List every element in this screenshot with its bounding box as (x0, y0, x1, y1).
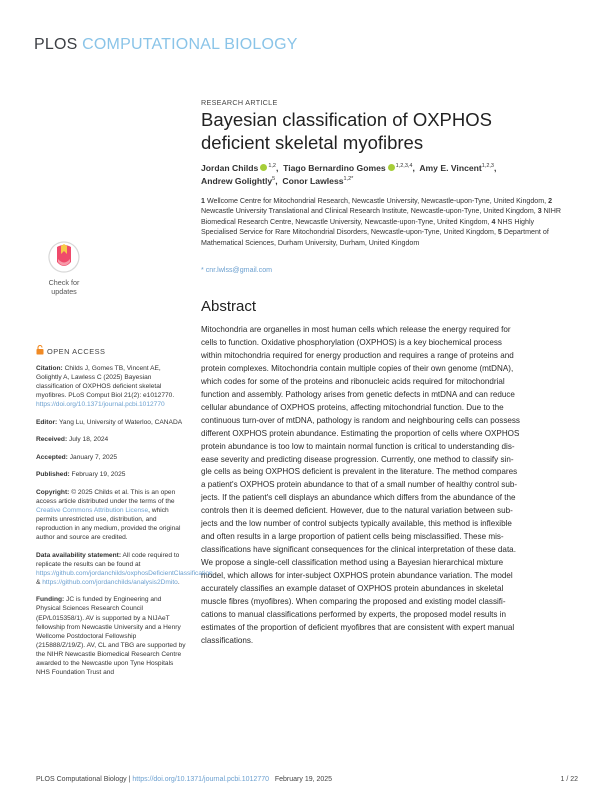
github-link-1[interactable]: https://github.com/jordanchilds/oxphosDeficientClassification (36, 569, 213, 577)
abstract-line: different OXPHOS protein abundance. Estimating the proportion of cells where OXPHOS (201, 428, 520, 438)
received-block (36, 435, 186, 444)
affiliation-number: 3 (537, 207, 542, 216)
footer-doi-link[interactable]: https://doi.org/10.1371/journal.pcbi.1012770 (132, 776, 270, 783)
journal-name-plos: PLOS (34, 36, 78, 53)
abstract-line: protein complexes. Mitochondria contain multiple copies of their own genome (mtDNA), (201, 363, 514, 373)
abstract-heading: Abstract (201, 298, 257, 315)
copyright-block (36, 488, 186, 542)
abstract-line: gle cells as being OXPHOS deficient is prevalent in the literature. The method compares (201, 467, 518, 477)
affiliation-text: NIHR Biomedical Research Centre, Newcastle University, Newcastle-upon-Tyne, United Kingdom, (201, 207, 562, 226)
author-affiliation-sup: 1,2 (268, 163, 276, 169)
citation-doi-link[interactable]: https://doi.org/10.1371/journal.pcbi.1012770 (36, 401, 165, 409)
funding-label: Funding: (36, 596, 65, 604)
article-title-line2: deficient skeletal myofibres (201, 132, 424, 153)
affiliation-text: NHS Highly Specialised Service for Rare Mitochondrial Disorders, Newcastle-upon-Tyne, United Kingdom, (201, 217, 535, 237)
author-list: Jordan Childs $^{1,2}$, Tiago Bernardino Gomes $^{1,2,3,4}$, Amy E. Vincent$^{1,2,3}$, Andrew Golightly$^5$, Conor Lawless$^{1,2*}$ (201, 162, 497, 187)
check-updates-line1: Check for (48, 278, 80, 287)
editor-label: Editor: (36, 418, 58, 426)
abstract-line: a patient's OXPHOS protein abundance to that of a small number of healthy control sub- (201, 480, 518, 490)
abstract-body (201, 324, 573, 648)
funding-text: JC is funded by Engineering and Physical Sciences Research Council (EP/L015358/1). AV is supported by a NIJAeT fellowship from Newcastle University and a Henry Wellcome Postdoctoral Fellowship (215888/Z/19/Z). AV, CL and TBG are supported by the NIHR Newcastle Biomedical Research Centre awarded to the Newcastle upon Tyne Hospitals NHS Foundation Trust and (36, 596, 186, 676)
journal-name-subtitle: COMPUTATIONAL BIOLOGY (82, 36, 298, 53)
data-availability-text: All code required to replicate the results can be found at (36, 551, 180, 568)
data-availability-label: Data availability statement: (36, 551, 122, 559)
author-name[interactable]: Tiago Bernardino Gomes (283, 162, 386, 173)
data-availability-amp: & (36, 578, 41, 586)
check-updates-line2: updates (51, 286, 77, 296)
citation-block (36, 364, 186, 409)
abstract-line: protein abundance is too low to maintain normal function is critical to understanding dis- (201, 441, 515, 451)
editor-text: Yang Lu, University of Waterloo, CANADA (58, 418, 183, 426)
affiliations (201, 196, 571, 248)
page-number: 1 / 22 (560, 776, 578, 783)
abstract-line: controls then it is deemed deficient. However, due to the natural variation between sub- (201, 506, 513, 516)
abstract-line: jects. If the patient's cell displays an abundance which differs from the abundance of the (201, 493, 516, 503)
funding-block (36, 595, 186, 676)
check-updates-icon (47, 240, 81, 274)
abstract-line: model, which allows for inter-subject OXPHOS protein abundance variation. The model (201, 571, 513, 581)
abstract-line: jects and the low number of control subjects typically available, this method is inflexible (201, 519, 512, 529)
accepted-date: January 7, 2025 (69, 453, 118, 461)
accepted-block (36, 453, 186, 462)
orcid-icon[interactable] (260, 164, 267, 171)
open-access-badge[interactable] (36, 345, 186, 356)
affiliation-text: Newcastle University Translational and Clinical Research Institute, Newcastle-upon-Tyne, United Kingdom, (201, 207, 536, 216)
corresponding-email[interactable]: * cnr.lwlss@gmail.com (201, 266, 273, 274)
abstract-line: which codes for some of the proteins and ribonucleic acids required for mitochondrial (201, 376, 505, 386)
affiliation-text: Department of Mathematical Sciences, Durham University, Durham, United Kingdom (201, 228, 549, 247)
abstract-line: We propose a single-cell classification method using a Bayesian hierarchical mixture (201, 558, 504, 568)
abstract-line: cells to function. Oxidative phosphorylation (OXPHOS) is a key biochemical process (201, 337, 502, 347)
affiliation-number: 2 (548, 197, 553, 205)
abstract-line: within mitochondria required for energy production and requires a range of proteins and (201, 350, 514, 360)
article-type: RESEARCH ARTICLE (201, 98, 278, 107)
abstract-line: continuous turn-over of mtDNA, pathology is random and neighbouring cells can possess (201, 415, 520, 425)
data-availability-end: . (177, 578, 180, 586)
abstract-line: accurately classifies an example dataset of OXPHOS protein abundances in skeletal (201, 584, 504, 594)
author-affiliation-sup: 5 (272, 176, 276, 183)
copyright-text-cont: , which permits unrestricted use, distribution, and reproduction in any medium, provided the original author and source are credited. (36, 507, 181, 542)
author-affiliation-sup: 1,2,3 (481, 163, 494, 169)
received-date: July 18, 2024 (69, 436, 109, 444)
footer-date: February 19, 2025 (274, 776, 333, 783)
affiliation-number: 5 (497, 228, 502, 237)
abstract-line: classifications. (201, 635, 254, 645)
abstract-line: and often results in a large proportion of patient cells being misclassified. These mis- (201, 532, 504, 542)
citation-label: Citation: (36, 365, 63, 373)
author-name[interactable]: Conor Lawless (282, 176, 344, 187)
published-label: Published: (36, 471, 70, 479)
license-link[interactable]: Creative Commons Attribution License (36, 507, 149, 515)
abstract-line: Mitochondria are organelles in most human cells which release the energy required for (201, 325, 511, 334)
abstract-line: muscle fibres (myofibres). When comparing the proposed and existing model classifi- (201, 597, 506, 607)
article-info-sidebar (36, 345, 213, 685)
received-label: Received: (36, 436, 68, 444)
footer-journal: PLOS Computational Biology (36, 776, 127, 783)
citation-text: Childs J, Gomes TB, Vincent AE, Golightly A, Lawless C (2025) Bayesian classification of OXPHOS deficient skeletal myofibres. PLoS Comput Biol 21(2): e1012770. (36, 365, 175, 400)
author-name[interactable]: Andrew Golightly (201, 176, 273, 187)
author-affiliation-sup: 1,2* (343, 176, 354, 183)
author-name[interactable]: Amy E. Vincent (419, 162, 482, 173)
abstract-line: function and assembly. Pathology arises from genetic defects in mtDNA and can reduce (201, 389, 515, 399)
article-title-line1: Bayesian classification of OXPHOS (201, 109, 492, 130)
affiliation-number: 4 (491, 217, 496, 226)
abstract-line: estimates of the proportion of deficient myofibres that are consistent with expert manual (201, 622, 515, 632)
affiliation-number: 1 (201, 197, 205, 205)
author-name[interactable]: Jordan Childs (201, 162, 259, 173)
editor-block (36, 418, 186, 427)
data-availability-block (36, 551, 213, 587)
author-affiliation-sup: 1,2,3,4 (395, 163, 413, 169)
abstract-line: ease severity and predicting disease progression. Currently, one method to classify sin- (201, 454, 514, 464)
footer-separator: | (128, 776, 131, 783)
published-date: February 19, 2025 (71, 471, 126, 479)
open-lock-icon (36, 345, 44, 355)
page-footer (36, 776, 578, 783)
journal-logo[interactable] (34, 36, 298, 54)
affiliation-text: Wellcome Centre for Mitochondrial Research, Newcastle University, Newcastle-upon-Tyne, United Kingdom, (206, 197, 547, 205)
open-access-label: OPEN ACCESS (47, 347, 106, 356)
copyright-label: Copyright: (36, 488, 70, 496)
abstract-line: cations to manual classifications performed by experts, the proposed model results in (201, 609, 507, 619)
check-for-updates-badge[interactable] (40, 240, 88, 296)
abstract-line: classifications have significant consequences for the clinical interpretation of these data. (201, 545, 516, 555)
copyright-text: © 2025 Childs et al. This is an open access article distributed under the terms of the (36, 488, 176, 506)
orcid-icon[interactable] (388, 164, 395, 171)
accepted-label: Accepted: (36, 453, 68, 461)
abstract-line: cellular abundance of OXPHOS proteins, affecting mitochondrial function. Due to the (201, 402, 504, 412)
article-title (201, 108, 561, 154)
github-link-2[interactable]: https://github.com/jordanchilds/analysis2Dmito (42, 578, 178, 586)
published-block (36, 470, 186, 479)
